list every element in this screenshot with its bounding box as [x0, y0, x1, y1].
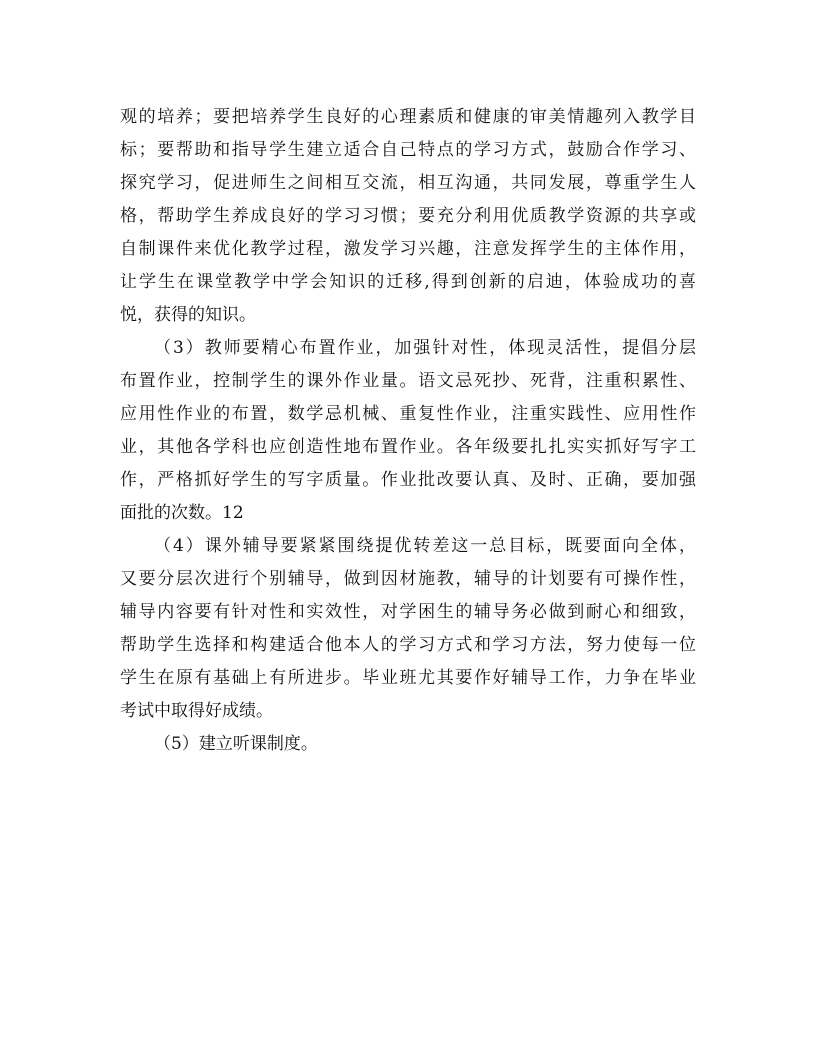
paragraph-1 [120, 101, 696, 332]
text-line: 让学生在课堂教学中学会知识的迁移,得到创新的启迪，体验成功的喜 [120, 272, 696, 292]
paragraph-3 [120, 530, 696, 728]
paragraph-2 [120, 332, 696, 530]
text-line: （3）教师要精心布置作业，加强针对性，体现灵活性，提倡分层 [154, 338, 696, 358]
text-line: 面批的次数。12 [120, 503, 244, 523]
text-line: 悦，获得的知识。 [120, 305, 256, 325]
text-line: 应用性作业的布置，数学忌机械、重复性作业，注重实践性、应用性作 [120, 404, 696, 424]
text-line: 观的培养；要把培养学生良好的心理素质和健康的审美情趣列入教学目 [120, 107, 696, 127]
text-line: 作，严格抓好学生的写字质量。作业批改要认真、及时、正确，要加强 [120, 470, 696, 490]
text-line: 业，其他各学科也应创造性地布置作业。各年级要扎扎实实抓好写字工 [120, 437, 696, 457]
text-line: 又要分层次进行个别辅导，做到因材施教，辅导的计划要有可操作性， [120, 569, 696, 589]
paragraph-4 [120, 728, 696, 761]
document-body [120, 101, 696, 761]
text-line: 标；要帮助和指导学生建立适合自己特点的学习方式，鼓励合作学习、 [120, 140, 696, 160]
text-line: （4）课外辅导要紧紧围绕提优转差这一总目标，既要面向全体， [154, 536, 696, 556]
text-line: 帮助学生选择和构建适合他本人的学习方式和学习方法，努力使每一位 [120, 635, 696, 655]
text-line: 格，帮助学生养成良好的学习习惯；要充分利用优质教学资源的共享或 [120, 206, 696, 226]
text-line: 学生在原有基础上有所进步。毕业班尤其要作好辅导工作，力争在毕业 [120, 668, 696, 688]
text-line: 辅导内容要有针对性和实效性，对学困生的辅导务必做到耐心和细致， [120, 602, 696, 622]
text-line: 布置作业，控制学生的课外作业量。语文忌死抄、死背，注重积累性、 [120, 371, 696, 391]
text-line: 自制课件来优化教学过程，激发学习兴趣，注意发挥学生的主体作用， [120, 239, 696, 259]
text-line: 探究学习，促进师生之间相互交流，相互沟通，共同发展，尊重学生人 [120, 173, 696, 193]
text-line: 考试中取得好成绩。 [120, 701, 273, 721]
text-line: （5）建立听课制度。 [154, 734, 318, 754]
